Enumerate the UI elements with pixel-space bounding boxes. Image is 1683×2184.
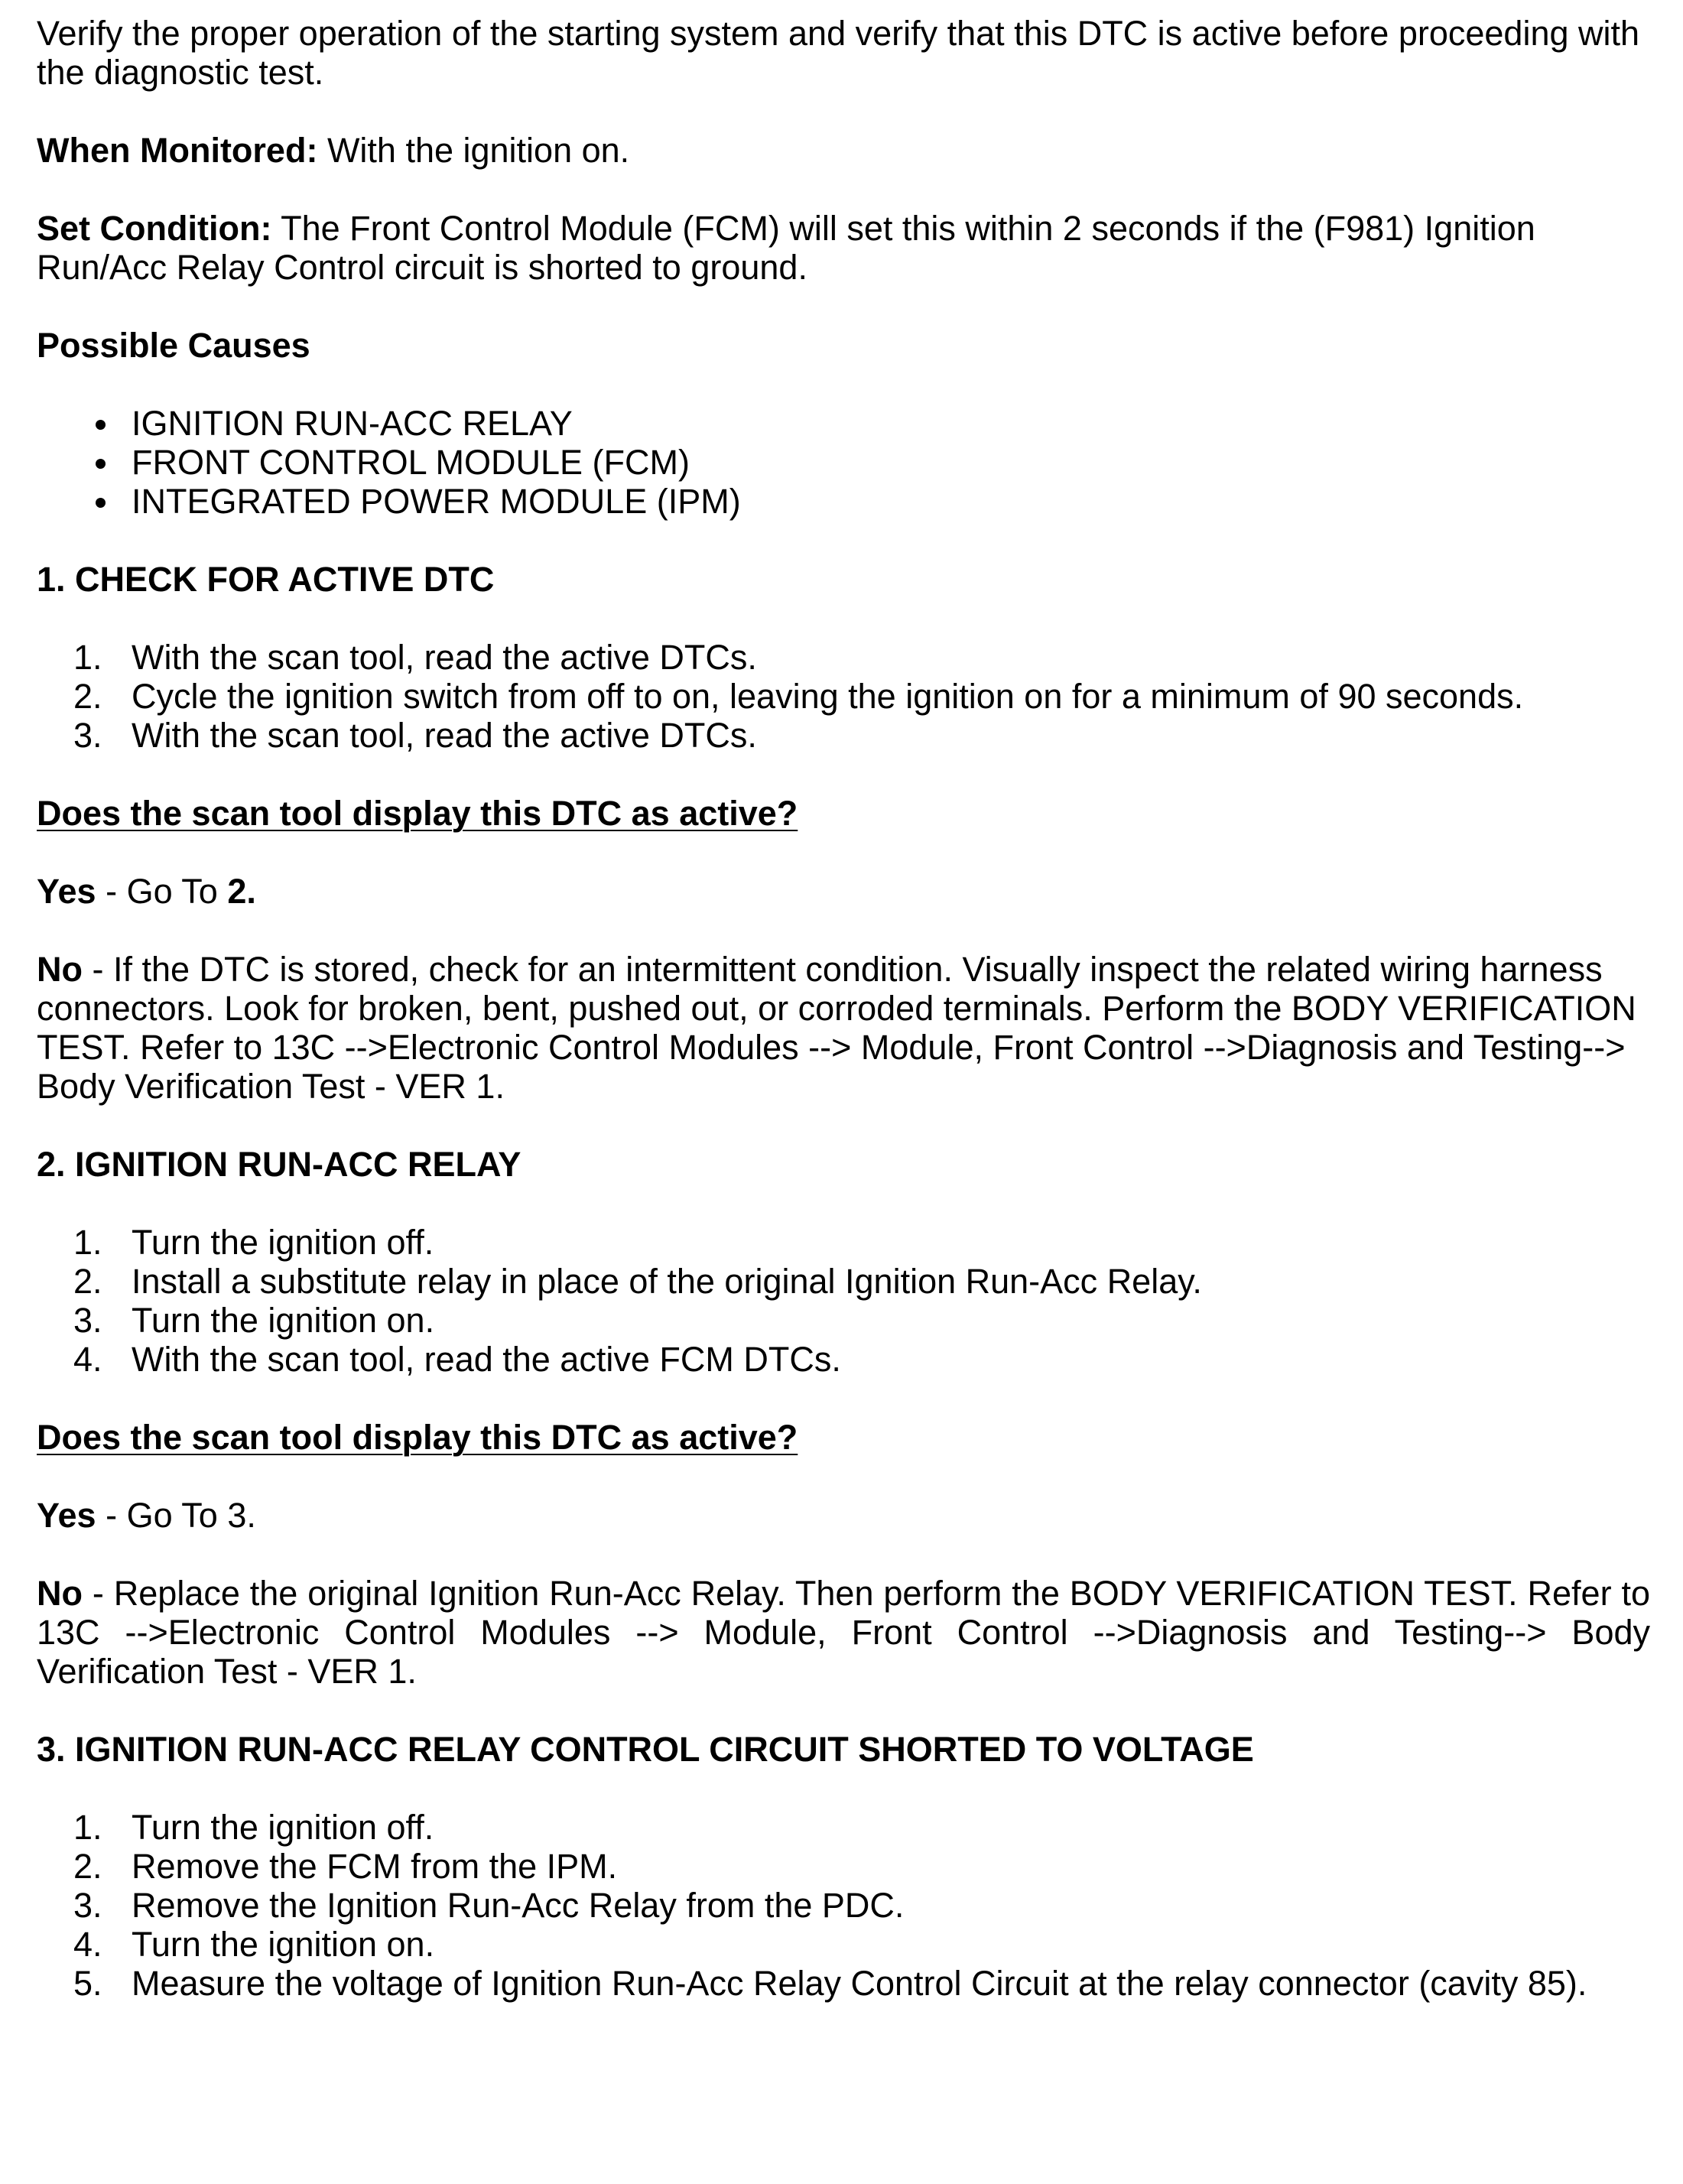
step2-no-label: No [37,1574,83,1613]
step-text: With the scan tool, read the active FCM DTCs. [132,1340,841,1379]
step1-heading: 1. CHECK FOR ACTIVE DTC [37,560,495,599]
step2-yes-paragraph [37,1496,1650,1535]
step2-question: Does the scan tool display this DTC as active? [37,1418,798,1457]
cause-text: FRONT CONTROL MODULE (FCM) [132,443,690,482]
list-item [37,1262,1650,1301]
step-number: 1. [73,638,102,677]
step-number: 1. [73,1808,102,1847]
step1-question: Does the scan tool display this DTC as active? [37,794,798,833]
step-text: Turn the ignition off. [132,1223,434,1262]
step1-no-text: - If the DTC is stored, check for an intermittent condition. Visually inspect the related wiring harness connectors. Look for broken, bent, pushed out, or corroded terminals. Perform the BODY VERIFICATION TEST. Refer to 13C -->Electronic Control Modules --> Module, Front Control -->Diagnosis and Testing--> Body Verification Test - VER 1. [37,950,1636,1106]
step2-yes-label: Yes [37,1496,96,1535]
step-text: Turn the ignition on. [132,1301,435,1340]
step-number: 2. [73,677,102,716]
list-item [37,1301,1650,1340]
step-number: 1. [73,1223,102,1262]
cause-text: IGNITION RUN-ACC RELAY [132,404,573,443]
step-text: Remove the Ignition Run-Acc Relay from the PDC. [132,1886,905,1925]
set-condition-paragraph [37,209,1650,287]
list-item [37,404,1650,443]
list-item [37,638,1650,677]
step-text: With the scan tool, read the active DTCs. [132,638,757,677]
step-text: Turn the ignition on. [132,1925,435,1964]
step-number: 4. [73,1340,102,1379]
step-text: Measure the voltage of Ignition Run-Acc Relay Control Circuit at the relay connector (cavity 85). [132,1964,1587,2003]
set-condition-text: The Front Control Module (FCM) will set this within 2 seconds if the (F981) Ignition Run/Acc Relay Control circuit is shorted to ground. [37,209,1535,287]
list-item [37,1886,1650,1925]
step-number: 3. [73,716,102,755]
document-page [37,14,1650,2003]
list-item [37,1223,1650,1262]
list-item [37,1925,1650,1964]
list-item [37,1964,1650,2003]
list-item [37,482,1650,521]
list-item [37,716,1650,755]
list-item [37,677,1650,716]
step1-yes-paragraph [37,872,1650,911]
step1-no-label: No [37,950,83,989]
step-text: Turn the ignition off. [132,1808,434,1847]
possible-causes-list [37,404,1650,521]
step3-list [37,1808,1650,2003]
step-text: Cycle the ignition switch from off to on, leaving the ignition on for a minimum of 90 seconds. [132,677,1524,716]
bullet-icon [96,459,106,469]
bullet-icon [96,420,106,430]
step1-yes-target: 2. [227,872,256,911]
step-number: 3. [73,1886,102,1925]
step2-heading: 2. IGNITION RUN-ACC RELAY [37,1145,521,1184]
list-item [37,1340,1650,1379]
step-number: 3. [73,1301,102,1340]
step2-no-paragraph [37,1574,1650,1691]
step-number: 4. [73,1925,102,1964]
step-text: Remove the FCM from the IPM. [132,1847,618,1886]
step-number: 2. [73,1262,102,1301]
step3-heading: 3. IGNITION RUN-ACC RELAY CONTROL CIRCUIT SHORTED TO VOLTAGE [37,1730,1254,1769]
step-text: With the scan tool, read the active DTCs. [132,716,757,755]
when-monitored-paragraph [37,131,1650,170]
step-number: 2. [73,1847,102,1886]
cause-text: INTEGRATED POWER MODULE (IPM) [132,482,741,521]
step1-question-line [37,794,1650,833]
step-text: Install a substitute relay in place of the original Ignition Run-Acc Relay. [132,1262,1202,1301]
step2-yes-text: - Go To 3. [96,1496,256,1535]
step1-yes-text: - Go To [96,872,228,911]
bullet-icon [96,498,106,508]
when-monitored-text: With the ignition on. [317,131,630,170]
list-item [37,443,1650,482]
step2-question-line [37,1418,1650,1457]
possible-causes-heading: Possible Causes [37,326,310,365]
set-condition-label: Set Condition: [37,209,272,248]
list-item [37,1847,1650,1886]
step2-no-text: - Replace the original Ignition Run-Acc Relay. Then perform the BODY VERIFICATION TEST. Refer to 13C -->Electronic Control Modules --> Module, Front Control -->Diagnosis and Testing--> Body Verification Test - VER 1. [37,1574,1650,1691]
list-item [37,1808,1650,1847]
intro-paragraph: Verify the proper operation of the starting system and verify that this DTC is active before proceeding with the diagnostic test. [37,14,1640,92]
step1-no-paragraph [37,950,1650,1106]
step2-list [37,1223,1650,1379]
when-monitored-label: When Monitored: [37,131,318,170]
step-number: 5. [73,1964,102,2003]
step1-list [37,638,1650,755]
step1-yes-label: Yes [37,872,96,911]
